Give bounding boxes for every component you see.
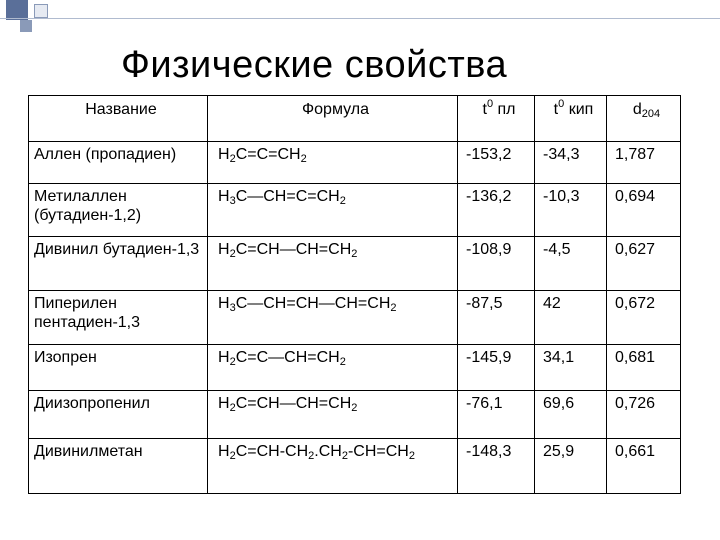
cell-boiling-point: 34,1 [535,344,607,391]
cell-melting-point: -148,3 [458,439,535,494]
table-row [29,391,681,439]
decor-square-outline [34,4,48,18]
cell-formula: $H_3C—CH=CH—CH=CH_2$ [208,291,458,345]
cell-boiling-point: 69,6 [535,391,607,439]
header-melting-point: $t^0$ пл [458,96,535,142]
header-rule [0,18,720,19]
cell-melting-point: -145,9 [458,344,535,391]
cell-name: Дивинилметан [29,439,208,494]
cell-formula: $H_2C=CH-CH_2.CH_2-CH=CH_2$ [208,439,458,494]
cell-formula: $H_2C=C=CH_2$ [208,142,458,184]
cell-name: Аллен (пропадиен) [29,142,208,184]
cell-boiling-point: 25,9 [535,439,607,494]
page-title: Физические свойства [121,44,508,86]
cell-density: 0,672 [607,291,681,345]
cell-formula: $H_2C=C—CH=CH_2$ [208,344,458,391]
table-row [29,237,681,291]
decor-square-dark [6,0,28,20]
cell-melting-point: -136,2 [458,184,535,237]
cell-formula: $H_2C=CH—CH=CH_2$ [208,391,458,439]
cell-formula: $H_3C—CH=C=CH_2$ [208,184,458,237]
decor-square-light [20,20,32,32]
table-row [29,291,681,345]
cell-density: 0,681 [607,344,681,391]
header-name: Название [29,96,208,142]
properties-table [28,95,681,494]
table-row [29,184,681,237]
cell-name: Метилаллен (бутадиен-1,2) [29,184,208,237]
cell-density: 0,627 [607,237,681,291]
table-header-row [29,96,681,142]
cell-name: Изопрен [29,344,208,391]
cell-density: 0,726 [607,391,681,439]
header-density: $d_{204}$ [607,96,681,142]
cell-formula: $H_2C=CH—CH=CH_2$ [208,237,458,291]
cell-boiling-point: -4,5 [535,237,607,291]
cell-density: 0,694 [607,184,681,237]
header-formula: Формула [208,96,458,142]
table-row [29,142,681,184]
cell-melting-point: -87,5 [458,291,535,345]
header-boiling-point: $t^0$ кип [535,96,607,142]
cell-name: Пиперилен пентадиен-1,3 [29,291,208,345]
cell-density: 0,661 [607,439,681,494]
cell-boiling-point: 42 [535,291,607,345]
cell-density: 1,787 [607,142,681,184]
cell-boiling-point: -10,3 [535,184,607,237]
cell-melting-point: -76,1 [458,391,535,439]
table-row [29,344,681,391]
cell-melting-point: -108,9 [458,237,535,291]
table-row [29,439,681,494]
cell-name: Диизопропенил [29,391,208,439]
cell-melting-point: -153,2 [458,142,535,184]
cell-name: Дивинил бутадиен-1,3 [29,237,208,291]
cell-boiling-point: -34,3 [535,142,607,184]
